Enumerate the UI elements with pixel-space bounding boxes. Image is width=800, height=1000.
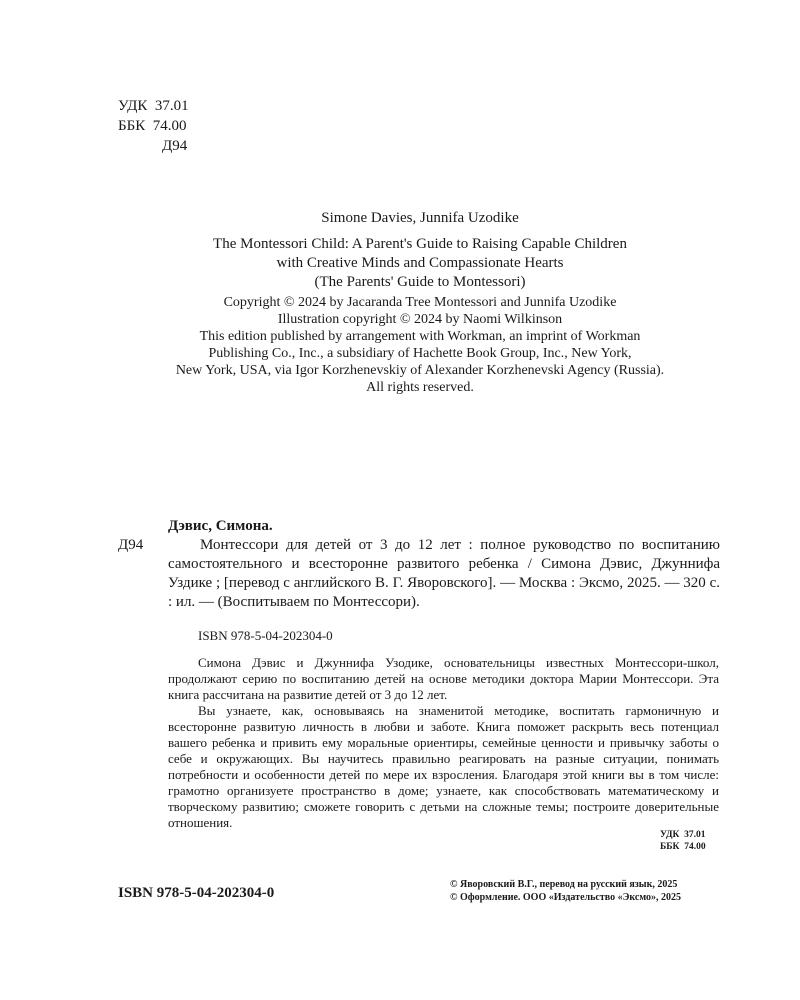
original-title-line: The Montessori Child: A Parent's Guide to Raising Capable Children — [213, 236, 627, 252]
original-title — [100, 235, 740, 292]
bbk-code: ББК 74.00 — [118, 118, 187, 134]
copyright-line: Publishing Co., Inc., a subsidiary of Hachette Book Group, Inc., New York, — [208, 346, 632, 361]
isbn-footer: ISBN 978-5-04-202304-0 — [118, 885, 275, 901]
copyright-translation: © Яворовский В.Г., перевод на русский язык, 2025 — [450, 879, 678, 890]
footer-udk: УДК 37.01 — [660, 830, 706, 840]
author-mark: Д94 — [162, 138, 188, 154]
annotation-paragraph: Вы узнаете, как, основываясь на знаменитой методике, воспитать гармоничную и всесторонне развитую личность в любви и заботе. Книга поможет раскрыть весь потенциал вашего ребенка и привить ему моральные ориентиры, семейные ценности и привычку заботы о себе и окружающих. Вы научитесь правильно реагировать на разные ситуации, понимать потребности и особенности детей по мере их взросления. Благодаря этой книги вы в том числе: грамотно организуете пространство в доме; узнаете, как способствовать математическому и творческому развитию; сможете говорить с детьми на сложные темы; построите доверительные отношения. — [168, 703, 719, 830]
annotation-paragraph: Симона Дэвис и Джуннифа Узодике, основательницы известных Монтессори-школ, продолжают серию по воспитанию детей на основе методики доктора Марии Монтессори. Эта книга рассчитана на развитие детей от 3 до 12 лет. — [168, 655, 719, 702]
bibliographic-heading: Дэвис, Симона. — [168, 518, 273, 534]
original-title-line: with Creative Minds and Compassionate Hearts — [276, 255, 564, 271]
russian-copyright — [450, 878, 681, 904]
original-copyright — [100, 294, 740, 396]
original-authors: Simone Davies, Junnifa Uzodike — [321, 210, 519, 226]
copyright-line: This edition published by arrangement with Workman, an imprint of Workman — [199, 329, 641, 344]
classification-codes — [118, 96, 189, 156]
copyright-line: Copyright © 2024 by Jacaranda Tree Montessori and Junnifa Uzodike — [223, 295, 617, 310]
bibliographic-text: Монтессори для детей от 3 до 12 лет : полное руководство по воспитанию самостоятельного и всесторонне развитого ребенка / Симона Дэвис, Джуннифа Уздике ; [перевод с английского В. Г. Яворовского]. — Москва : Эксмо, 2025. — 320 с. : ил. — (Воспитываем по Монтессори). — [168, 537, 720, 610]
copyright-line: Illustration copyright © 2024 by Naomi Wilkinson — [277, 312, 563, 327]
annotation — [168, 655, 719, 831]
original-title-line: (The Parents' Guide to Montessori) — [314, 274, 526, 290]
footer-bbk: ББК 74.00 — [660, 842, 706, 852]
isbn-record: ISBN 978-5-04-202304-0 — [198, 628, 333, 643]
udk-code: УДК 37.01 — [118, 98, 189, 114]
bibliographic-code: Д94 — [118, 537, 144, 553]
bibliographic-entry — [118, 536, 720, 612]
bibliographic-text-wrap — [118, 536, 720, 612]
footer-codes — [660, 829, 720, 853]
copyright-design: © Оформление. ООО «Издательство «Эксмо», 2025 — [450, 892, 681, 903]
bibliographic-record — [118, 517, 720, 612]
copyright-line: New York, USA, via Igor Korzhenevskiy of Alexander Korzhenevski Agency (Russia). — [175, 363, 665, 378]
copyright-line: All rights reserved. — [366, 380, 474, 395]
